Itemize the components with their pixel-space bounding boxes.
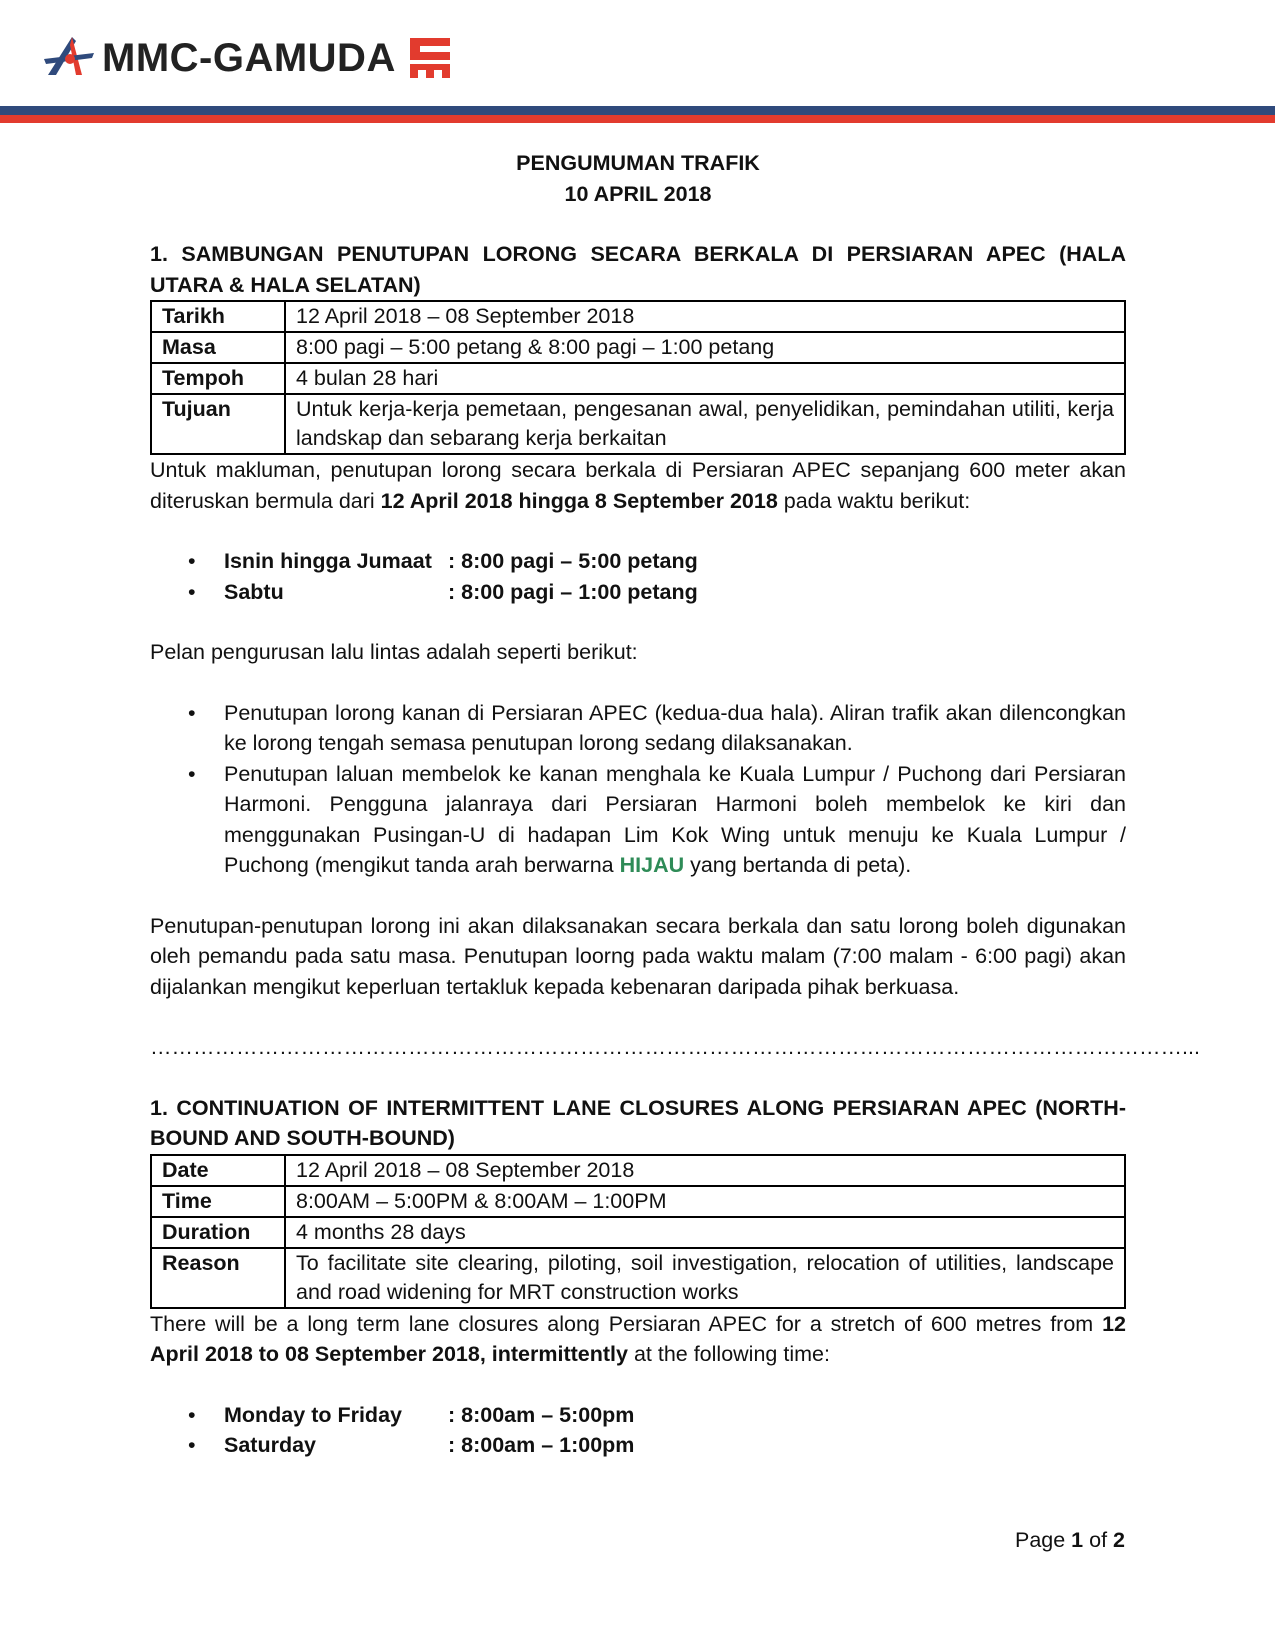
table-row xyxy=(151,301,1125,332)
bullet-icon: • xyxy=(188,700,196,725)
table-row xyxy=(151,1155,1125,1186)
table-value: Untuk kerja-kerja pemetaan, pengesanan awal, penyelidikan, pemindahan utiliti, kerja landskap dan sebarang kerja berkaitan xyxy=(285,394,1125,454)
schedule-days: Monday to Friday xyxy=(224,1402,402,1427)
table-value: 4 bulan 28 hari xyxy=(285,363,1125,394)
table-value: To facilitate site clearing, piloting, soil investigation, relocation of utilities, landscape and road widening for MRT construction works xyxy=(285,1248,1125,1308)
table-key: Tujuan xyxy=(151,394,285,454)
intro-dates: 12 April 2018 hingga 8 September 2018 xyxy=(380,488,778,513)
table-key: Duration xyxy=(151,1217,285,1248)
schedule-days: Isnin hingga Jumaat xyxy=(224,549,432,573)
list-item xyxy=(150,546,1126,577)
table-key: Time xyxy=(151,1186,285,1217)
english-schedule-list xyxy=(150,1400,1126,1461)
table-value: 12 April 2018 – 08 September 2018 xyxy=(285,301,1125,332)
schedule-days: Saturday xyxy=(224,1433,317,1457)
intro-dates: 12 April 2018 to 08 September 2018, intermittently xyxy=(150,1311,1126,1366)
table-value: 12 April 2018 – 08 September 2018 xyxy=(285,1155,1125,1186)
header-band-red xyxy=(0,115,1275,123)
english-intro-paragraph xyxy=(150,1309,1126,1370)
english-section-heading: 1. CONTINUATION OF INTERMITTENT LANE CLOSURES ALONG PERSIARAN APEC (NORTH-BOUND AND SOUTH-BOUND) xyxy=(150,1095,1126,1150)
bullet-icon: • xyxy=(188,761,196,786)
table-row xyxy=(151,332,1125,363)
title-line-2: 10 APRIL 2018 xyxy=(564,181,712,206)
plan-item-text-end: yang bertanda di peta). xyxy=(684,853,912,877)
english-info-table xyxy=(150,1154,1126,1309)
header-band-blue xyxy=(0,106,1275,115)
list-item xyxy=(150,577,1126,608)
bullet-icon: • xyxy=(188,549,196,573)
schedule-time: : 8:00am – 5:00pm xyxy=(448,1402,635,1427)
table-row xyxy=(151,1217,1125,1248)
malay-schedule-list xyxy=(150,546,1126,607)
table-value: 8:00 pagi – 5:00 petang & 8:00 pagi – 1:00 petang xyxy=(285,332,1125,363)
closing-paragraph: Penutupan-penutupan lorong ini akan dilaksanakan secara berkala dan satu lorong boleh digunakan oleh pemandu pada satu masa. Penutupan loorng pada waktu malam (7:00 malam - 6:00 pagi) akan dijalankan mengikut keperluan tertakluk kepada kebenaran daripada pihak berkuasa. xyxy=(150,913,1126,999)
green-highlight: HIJAU xyxy=(619,853,685,877)
document-title xyxy=(150,148,1126,209)
plan-intro: Pelan pengurusan lalu lintas adalah seperti berikut: xyxy=(150,640,638,664)
table-key: Tempoh xyxy=(151,363,285,394)
of-word: of xyxy=(1083,1528,1114,1552)
intro-text-end: pada waktu berikut: xyxy=(777,488,971,513)
company-logo xyxy=(42,28,454,88)
table-value: 4 months 28 days xyxy=(285,1217,1125,1248)
table-row xyxy=(151,363,1125,394)
table-row xyxy=(151,394,1125,454)
table-key: Tarikh xyxy=(151,301,285,332)
malay-intro-paragraph xyxy=(150,455,1126,516)
intro-text: There will be a long term lane closures along Persiaran APEC for a stretch of 600 metres from xyxy=(150,1311,1103,1336)
table-key: Reason xyxy=(151,1248,285,1308)
title-line-1: PENGUMUMAN TRAFIK xyxy=(516,151,760,175)
schedule-time: : 8:00am – 1:00pm xyxy=(448,1433,635,1457)
schedule-days: Sabtu xyxy=(224,579,284,604)
star-logo-icon xyxy=(42,31,96,85)
malay-plan-list xyxy=(150,698,1126,881)
table-row xyxy=(151,1248,1125,1308)
plan-item-text: Penutupan laluan membelok ke kanan menghala ke Kuala Lumpur / Puchong dari Persiaran Harmoni. Pengguna jalanraya dari Persiaran Harmoni boleh membelok ke kiri dan menggunakan Pusingan-U di hadapan Lim Kok Wing untuk menuju ke Kuala Lumpur / Puchong (mengikut tanda arah berwarna xyxy=(224,761,1126,877)
table-value: 8:00AM – 5:00PM & 8:00AM – 1:00PM xyxy=(285,1186,1125,1217)
page-word: Page xyxy=(1014,1528,1072,1552)
company-name: MMC-GAMUDA xyxy=(102,35,396,80)
malay-info-table xyxy=(150,300,1126,455)
table-row xyxy=(151,1186,1125,1217)
bullet-icon: • xyxy=(188,579,196,604)
list-item xyxy=(150,698,1126,759)
list-item xyxy=(150,759,1126,881)
schedule-time: : 8:00 pagi – 1:00 petang xyxy=(448,579,698,604)
intro-text-end: at the following time: xyxy=(627,1342,830,1366)
table-key: Masa xyxy=(151,332,285,363)
malay-section-heading: 1. SAMBUNGAN PENUTUPAN LORONG SECARA BERKALA DI PERSIARAN APEC (HALA UTARA & HALA SELATAN) xyxy=(150,242,1126,297)
plan-item-text: Penutupan lorong kanan di Persiaran APEC (kedua-dua hala). Aliran trafik akan dilencongkan ke lorong tengah semasa penutupan lorong sedang dilaksanakan. xyxy=(224,700,1126,755)
total-pages: 2 xyxy=(1113,1528,1125,1552)
list-item xyxy=(150,1400,1126,1431)
intro-text: Untuk makluman, penutupan lorong secara berkala di Persiaran APEC sepanjang 600 meter akan diteruskan bermula dari xyxy=(150,458,1126,513)
list-item xyxy=(150,1430,1126,1461)
gamuda-mark-icon xyxy=(406,36,454,80)
page-number xyxy=(1015,1528,1125,1553)
bullet-icon: • xyxy=(188,1433,196,1457)
bullet-icon: • xyxy=(188,1402,196,1427)
document-body xyxy=(150,148,1200,1461)
letterhead xyxy=(0,0,1275,130)
current-page: 1 xyxy=(1071,1528,1084,1552)
separator-line: ………………………………………………………………………………………………………………………………... xyxy=(150,1035,1200,1059)
table-key: Date xyxy=(151,1155,285,1186)
schedule-time: : 8:00 pagi – 5:00 petang xyxy=(448,549,698,573)
